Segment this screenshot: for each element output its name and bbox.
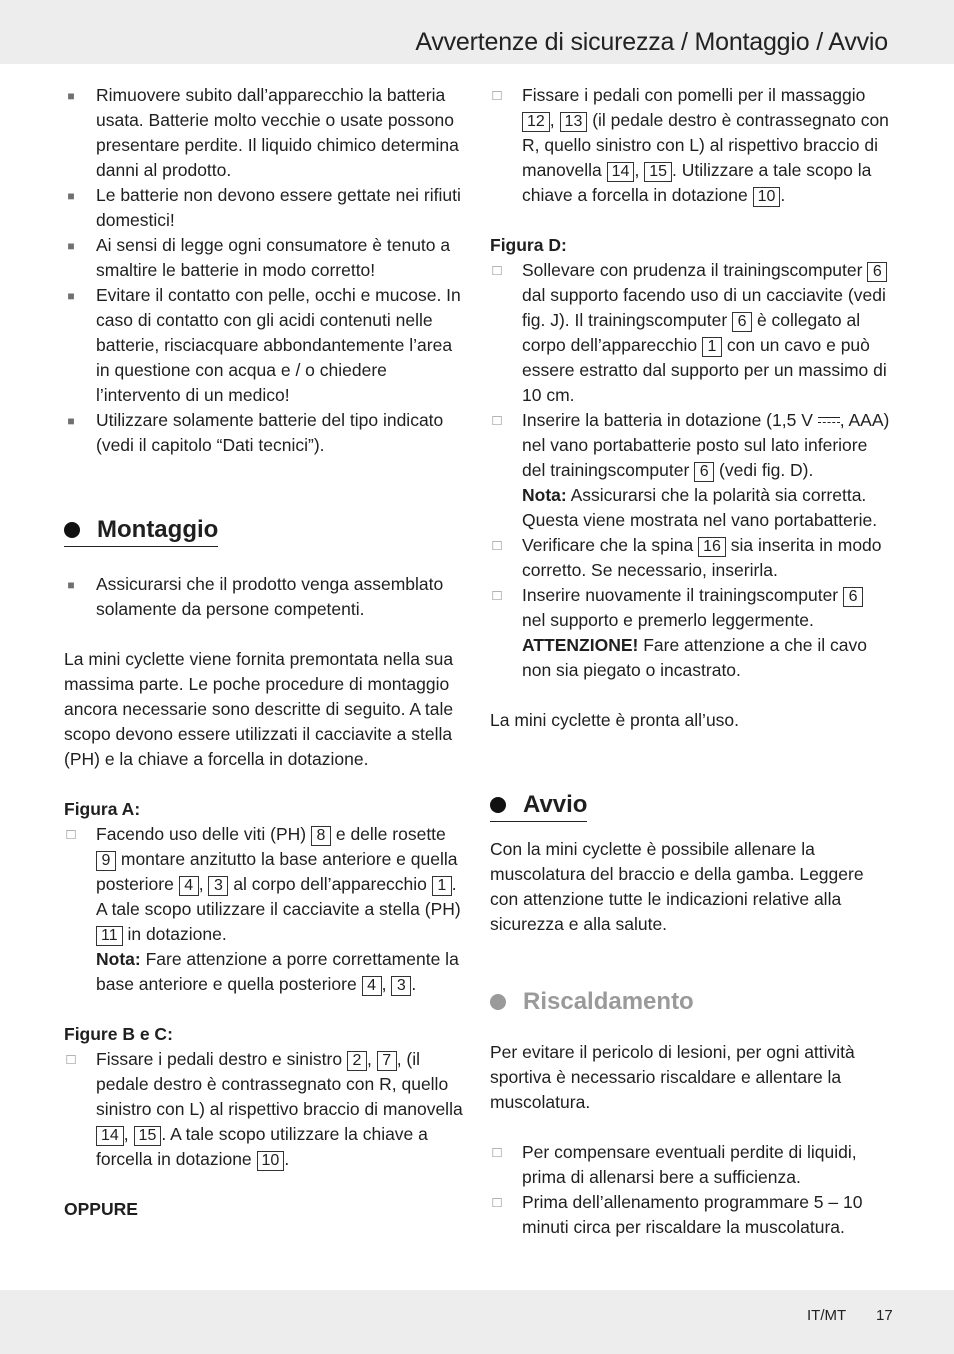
- montaggio-item: ■ Assicurarsi che il prodotto venga assemblato solamente da persone competenti.: [64, 572, 464, 622]
- right-column: [490, 83, 890, 1240]
- battery-item: ■ Utilizzare solamente batterie del tipo indicato (vedi il capitolo “Dati tecnici”).: [64, 408, 464, 458]
- part-ref: 1: [702, 337, 722, 357]
- figure-bc-label: Figure B e C:: [64, 1024, 173, 1044]
- part-ref: 12: [522, 112, 550, 132]
- battery-item: ■ Ai sensi di legge ogni consumatore è tenuto a smaltire le batterie in modo corretto!: [64, 233, 464, 283]
- note-label: Nota:: [522, 485, 567, 505]
- pedal-item: □ Fissare i pedali con pomelli per il massaggio 12 , 13 (il pedale destro è contrassegnato con R, quello sinistro con L) al rispettivo braccio di manovella 14 , 15 . Utilizzare a tale scopo la chiave a forcella in dotazione 10 .: [490, 83, 890, 208]
- riscaldamento-paragraph: Per evitare il pericolo di lesioni, per ogni attività sportiva è necessario riscaldare e allentare la muscolatura.: [490, 1042, 855, 1112]
- square-bullet-icon: ■: [67, 414, 75, 428]
- part-ref: 13: [560, 112, 588, 132]
- avvio-heading: Avvio: [490, 791, 587, 822]
- part-ref: 6: [843, 587, 863, 607]
- square-bullet-icon: ■: [67, 189, 75, 203]
- figure-a-item: □ Facendo uso delle viti (PH) 8 e delle rosette 9 montare anzitutto la base anteriore e quella posteriore 4 , 3 al corpo dell’apparecchio 1 . A tale scopo utilizzare il cacciavite a stella (PH) 11 in dotazione. Nota: Fare attenzione a porre correttamente la base anteriore e quella posteriore 4 , 3 .: [64, 822, 464, 997]
- part-ref: 3: [208, 876, 228, 896]
- left-column: [64, 83, 464, 1222]
- part-ref: 3: [391, 976, 411, 996]
- warning-label: ATTENZIONE!: [522, 635, 639, 655]
- checkbox-bullet-icon: □: [492, 537, 502, 554]
- checkbox-bullet-icon: □: [66, 1051, 76, 1068]
- battery-item: ■ Evitare il contatto con pelle, occhi e mucose. In caso di contatto con gli acidi contenuti nelle batterie, risciacquare abbondantemente l’area in questione con acqua e / o chiedere l’intervento di un medico!: [64, 283, 464, 408]
- checkbox-bullet-icon: □: [492, 412, 502, 429]
- oppure-label: OPPURE: [64, 1199, 138, 1219]
- figure-d-item: □ Inserire la batteria in dotazione (1,5 V , AAA) nel vano portabatterie posto sul lato inferiore del trainingscomputer 6 (vedi fig. D). Nota: Assicurarsi che la polarità sia corretta. Questa viene mostrata nel vano portabatterie.: [490, 408, 890, 533]
- checkbox-bullet-icon: □: [492, 87, 502, 104]
- part-ref: 6: [867, 262, 887, 282]
- figure-a-label: Figura A:: [64, 799, 141, 819]
- figure-d-item: □ Verificare che la spina 16 sia inserita in modo corretto. Se necessario, inserirla.: [490, 533, 890, 583]
- avvio-paragraph: Con la mini cyclette è possibile allenare la muscolatura del braccio e della gamba. Leggere con attenzione tutte le indicazioni relative alla sicurezza e alla salute.: [490, 839, 864, 934]
- page-number: 17: [876, 1307, 893, 1324]
- part-ref: 14: [607, 162, 635, 182]
- ready-text: La mini cyclette è pronta all’uso.: [490, 710, 740, 730]
- part-ref: 9: [96, 851, 116, 871]
- figure-d-label: Figura D:: [490, 235, 567, 255]
- square-bullet-icon: ■: [67, 578, 75, 592]
- part-ref: 6: [694, 462, 714, 482]
- figure-bc-item: □ Fissare i pedali destro e sinistro 2 , 7 , (il pedale destro è contrassegnato con R, quello sinistro con L) al rispettivo braccio di manovella 14 , 15 . A tale scopo utilizzare la chiave a forcella in dotazione 10 .: [64, 1047, 464, 1172]
- part-ref: 10: [257, 1151, 285, 1171]
- part-ref: 15: [134, 1126, 162, 1146]
- part-ref: 11: [96, 926, 123, 946]
- section-dot-icon: [64, 522, 80, 538]
- riscaldamento-item: □ Prima dell’allenamento programmare 5 – 10 minuti circa per riscaldare la muscolatura.: [490, 1190, 890, 1240]
- square-bullet-icon: ■: [67, 239, 75, 253]
- note-label: Nota:: [96, 949, 141, 969]
- section-dot-icon: [490, 994, 506, 1010]
- riscaldamento-item: □ Per compensare eventuali perdite di liquidi, prima di allenarsi bere a sufficienza.: [490, 1140, 890, 1190]
- part-ref: 7: [377, 1051, 397, 1071]
- language-code: IT/MT: [807, 1307, 847, 1324]
- checkbox-bullet-icon: □: [492, 1144, 502, 1161]
- battery-item: ■ Le batterie non devono essere gettate nei rifiuti domestici!: [64, 183, 464, 233]
- square-bullet-icon: ■: [67, 289, 75, 303]
- riscaldamento-heading: Riscaldamento: [490, 988, 694, 1018]
- montaggio-heading: Montaggio: [64, 516, 218, 547]
- checkbox-bullet-icon: □: [492, 1194, 502, 1211]
- page-header: [0, 0, 954, 64]
- part-ref: 1: [432, 876, 452, 896]
- montaggio-paragraph: La mini cyclette viene fornita premontata nella sua massima parte. Le poche procedure di montaggio ancora necessarie sono descritte di seguito. A tale scopo devono essere utilizzati il cacciavite a stella (PH) e la chiave a forcella in dotazione.: [64, 649, 454, 769]
- section-dot-icon: [490, 797, 506, 813]
- part-ref: 4: [179, 876, 199, 896]
- part-ref: 15: [644, 162, 672, 182]
- page-title: Avvertenze di sicurezza / Montaggio / Avvio: [415, 28, 888, 56]
- checkbox-bullet-icon: □: [492, 262, 502, 279]
- part-ref: 10: [753, 187, 781, 207]
- part-ref: 2: [347, 1051, 367, 1071]
- square-bullet-icon: ■: [67, 89, 75, 103]
- part-ref: 16: [698, 537, 726, 557]
- page-footer: [0, 1290, 954, 1354]
- part-ref: 8: [311, 826, 331, 846]
- checkbox-bullet-icon: □: [66, 826, 76, 843]
- figure-d-item: □ Sollevare con prudenza il trainingscomputer 6 dal supporto facendo uso di un cacciavite (vedi fig. J). Il trainingscomputer 6 è collegato al corpo dell’apparecchio 1 con un cavo e può essere estratto dal supporto per un massimo di 10 cm.: [490, 258, 890, 408]
- dc-symbol-icon: [818, 416, 840, 426]
- checkbox-bullet-icon: □: [492, 587, 502, 604]
- figure-d-item: □ Inserire nuovamente il trainingscomputer 6 nel supporto e premerlo leggermente. ATTENZIONE! Fare attenzione a che il cavo non sia piegato o incastrato.: [490, 583, 890, 683]
- part-ref: 14: [96, 1126, 124, 1146]
- part-ref: 4: [362, 976, 382, 996]
- battery-item: ■ Rimuovere subito dall’apparecchio la batteria usata. Batterie molto vecchie o usate possono presentare perdite. Il liquido chimico determina danni al prodotto.: [64, 83, 464, 183]
- part-ref: 6: [732, 312, 752, 332]
